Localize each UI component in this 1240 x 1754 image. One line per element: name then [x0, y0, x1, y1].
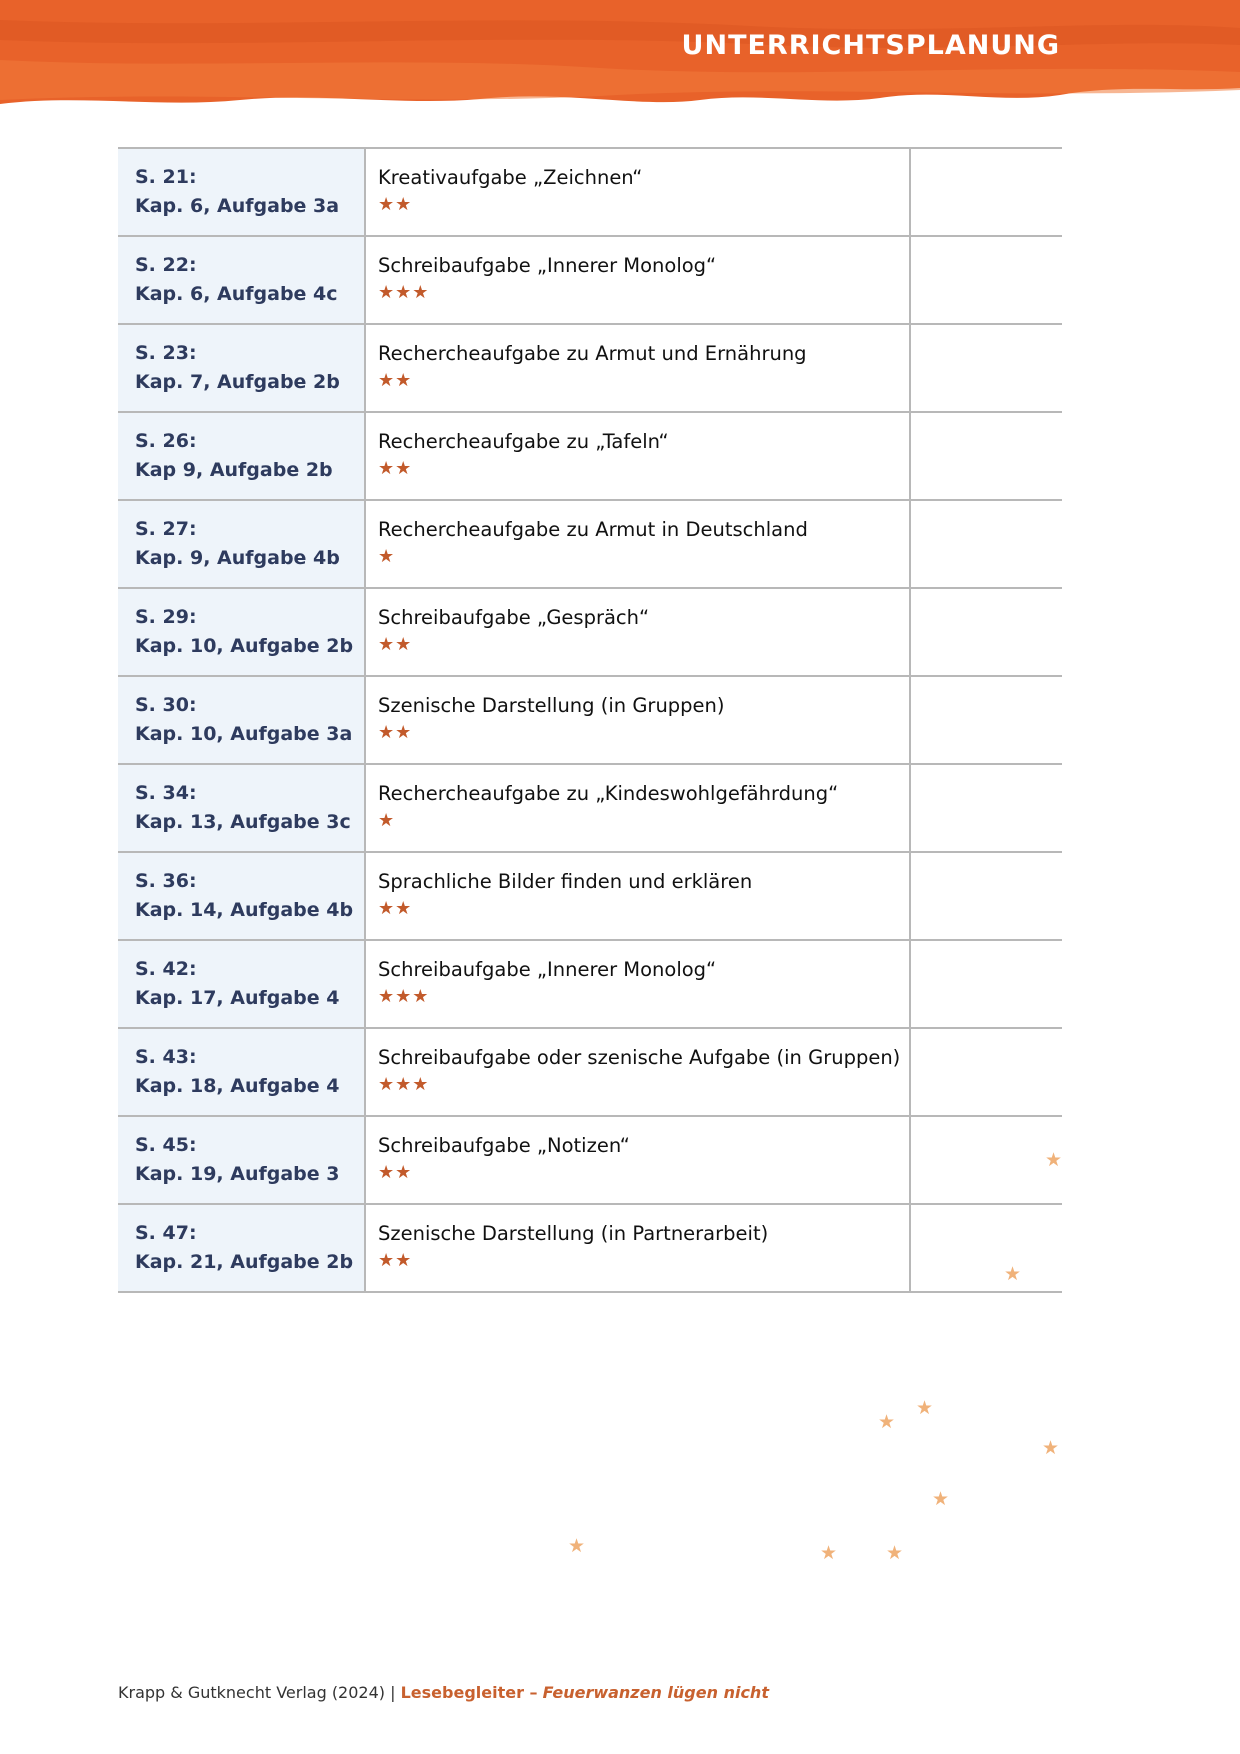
task-title: Rechercheaufgabe zu „Kindeswohlgefährdung“ — [378, 782, 839, 805]
star-icon: ★ — [878, 1411, 896, 1433]
task-title: Schreibaufgabe oder szenische Aufgabe (in Gruppen) — [378, 1046, 901, 1069]
notes-cell — [910, 324, 1062, 412]
task-cell — [365, 500, 910, 588]
reference-cell — [118, 236, 365, 324]
task-title: Schreibaufgabe „Gespräch“ — [378, 606, 650, 629]
task-title: Rechercheaufgabe zu Armut in Deutschland — [378, 518, 808, 541]
page-ref: S. 27: — [135, 518, 197, 540]
reference-cell — [118, 940, 365, 1028]
table-row — [118, 1204, 1062, 1292]
table-row — [118, 324, 1062, 412]
chapter-ref: Kap. 17, Aufgabe 4 — [135, 987, 340, 1009]
notes-cell — [910, 1028, 1062, 1116]
task-title: Schreibaufgabe „Notizen“ — [378, 1134, 630, 1157]
reference-cell — [118, 148, 365, 236]
task-cell — [365, 764, 910, 852]
difficulty-stars-icon: ★★ — [378, 1250, 413, 1271]
table-row — [118, 676, 1062, 764]
reference-cell — [118, 588, 365, 676]
chapter-ref: Kap. 14, Aufgabe 4b — [135, 899, 354, 921]
difficulty-stars-icon: ★ — [378, 810, 396, 831]
task-cell — [365, 852, 910, 940]
chapter-ref: Kap. 21, Aufgabe 2b — [135, 1251, 354, 1273]
notes-cell — [910, 412, 1062, 500]
table-row — [118, 764, 1062, 852]
task-title: Schreibaufgabe „Innerer Monolog“ — [378, 254, 717, 277]
difficulty-stars-icon: ★★ — [378, 898, 413, 919]
table-row — [118, 412, 1062, 500]
task-title: Kreativaufgabe „Zeichnen“ — [378, 166, 643, 189]
table-row — [118, 500, 1062, 588]
notes-cell — [910, 852, 1062, 940]
task-cell — [365, 1204, 910, 1292]
table-row — [118, 1116, 1062, 1204]
page-ref: S. 47: — [135, 1222, 197, 1244]
footer-book-title: Feuerwanzen lügen nicht — [542, 1683, 769, 1702]
task-table — [118, 147, 1062, 1293]
table-row — [118, 588, 1062, 676]
reference-cell — [118, 676, 365, 764]
reference-cell — [118, 764, 365, 852]
task-title: Rechercheaufgabe zu Armut und Ernährung — [378, 342, 807, 365]
task-title: Szenische Darstellung (in Partnerarbeit) — [378, 1222, 769, 1245]
task-cell — [365, 412, 910, 500]
task-cell — [365, 236, 910, 324]
table-row — [118, 148, 1062, 236]
table-row — [118, 852, 1062, 940]
chapter-ref: Kap. 18, Aufgabe 4 — [135, 1075, 340, 1097]
page-ref: S. 23: — [135, 342, 197, 364]
difficulty-stars-icon: ★★ — [378, 1162, 413, 1183]
chapter-ref: Kap. 6, Aufgabe 3a — [135, 195, 340, 217]
difficulty-stars-icon: ★★★ — [378, 986, 430, 1007]
notes-cell — [910, 588, 1062, 676]
page-ref: S. 45: — [135, 1134, 197, 1156]
table-row — [118, 236, 1062, 324]
task-cell — [365, 324, 910, 412]
header-banner — [0, 0, 1240, 115]
task-title: Rechercheaufgabe zu „Tafeln“ — [378, 430, 669, 453]
page-ref: S. 30: — [135, 694, 197, 716]
page-ref: S. 26: — [135, 430, 197, 452]
star-icon: ★ — [932, 1488, 950, 1510]
star-icon: ★ — [1045, 1149, 1063, 1171]
difficulty-stars-icon: ★★ — [378, 722, 413, 743]
footer-series: Lesebegleiter – — [400, 1683, 538, 1702]
notes-cell — [910, 148, 1062, 236]
star-icon: ★ — [1004, 1263, 1022, 1285]
task-cell — [365, 148, 910, 236]
chapter-ref: Kap. 10, Aufgabe 2b — [135, 635, 354, 657]
difficulty-stars-icon: ★★★ — [378, 282, 430, 303]
reference-cell — [118, 1116, 365, 1204]
reference-cell — [118, 500, 365, 588]
star-icon: ★ — [886, 1542, 904, 1564]
page-ref: S. 29: — [135, 606, 197, 628]
notes-cell — [910, 236, 1062, 324]
chapter-ref: Kap. 7, Aufgabe 2b — [135, 371, 340, 393]
reference-cell — [118, 852, 365, 940]
notes-cell — [910, 940, 1062, 1028]
table-row — [118, 940, 1062, 1028]
page-ref: S. 43: — [135, 1046, 197, 1068]
page-ref: S. 22: — [135, 254, 197, 276]
task-title: Szenische Darstellung (in Gruppen) — [378, 694, 725, 717]
footer-publisher: Krapp & Gutknecht Verlag (2024) | — [118, 1683, 396, 1702]
star-icon: ★ — [1042, 1437, 1060, 1459]
difficulty-stars-icon: ★ — [378, 546, 396, 567]
footer — [118, 1683, 769, 1702]
task-cell — [365, 588, 910, 676]
chapter-ref: Kap 9, Aufgabe 2b — [135, 459, 333, 481]
page-ref: S. 42: — [135, 958, 197, 980]
page-ref: S. 36: — [135, 870, 197, 892]
star-icon: ★ — [568, 1535, 586, 1557]
task-cell — [365, 1116, 910, 1204]
notes-cell — [910, 1116, 1062, 1204]
reference-cell — [118, 1028, 365, 1116]
table-row — [118, 1028, 1062, 1116]
page-ref: S. 34: — [135, 782, 197, 804]
page-title: UNTERRICHTSPLANUNG — [681, 30, 1060, 61]
chapter-ref: Kap. 6, Aufgabe 4c — [135, 283, 338, 305]
page-ref: S. 21: — [135, 166, 197, 188]
chapter-ref: Kap. 13, Aufgabe 3c — [135, 811, 351, 833]
notes-cell — [910, 764, 1062, 852]
chapter-ref: Kap. 19, Aufgabe 3 — [135, 1163, 340, 1185]
task-cell — [365, 676, 910, 764]
star-icon: ★ — [820, 1542, 838, 1564]
difficulty-stars-icon: ★★★ — [378, 1074, 430, 1095]
star-icon: ★ — [916, 1397, 934, 1419]
reference-cell — [118, 412, 365, 500]
difficulty-stars-icon: ★★ — [378, 634, 413, 655]
notes-cell — [910, 500, 1062, 588]
task-cell — [365, 940, 910, 1028]
chapter-ref: Kap. 10, Aufgabe 3a — [135, 723, 353, 745]
difficulty-stars-icon: ★★ — [378, 370, 413, 391]
reference-cell — [118, 1204, 365, 1292]
task-cell — [365, 1028, 910, 1116]
difficulty-stars-icon: ★★ — [378, 194, 413, 215]
notes-cell — [910, 1204, 1062, 1292]
reference-cell — [118, 324, 365, 412]
task-title: Sprachliche Bilder finden und erklären — [378, 870, 753, 893]
difficulty-stars-icon: ★★ — [378, 458, 413, 479]
notes-cell — [910, 676, 1062, 764]
chapter-ref: Kap. 9, Aufgabe 4b — [135, 547, 340, 569]
task-title: Schreibaufgabe „Innerer Monolog“ — [378, 958, 717, 981]
